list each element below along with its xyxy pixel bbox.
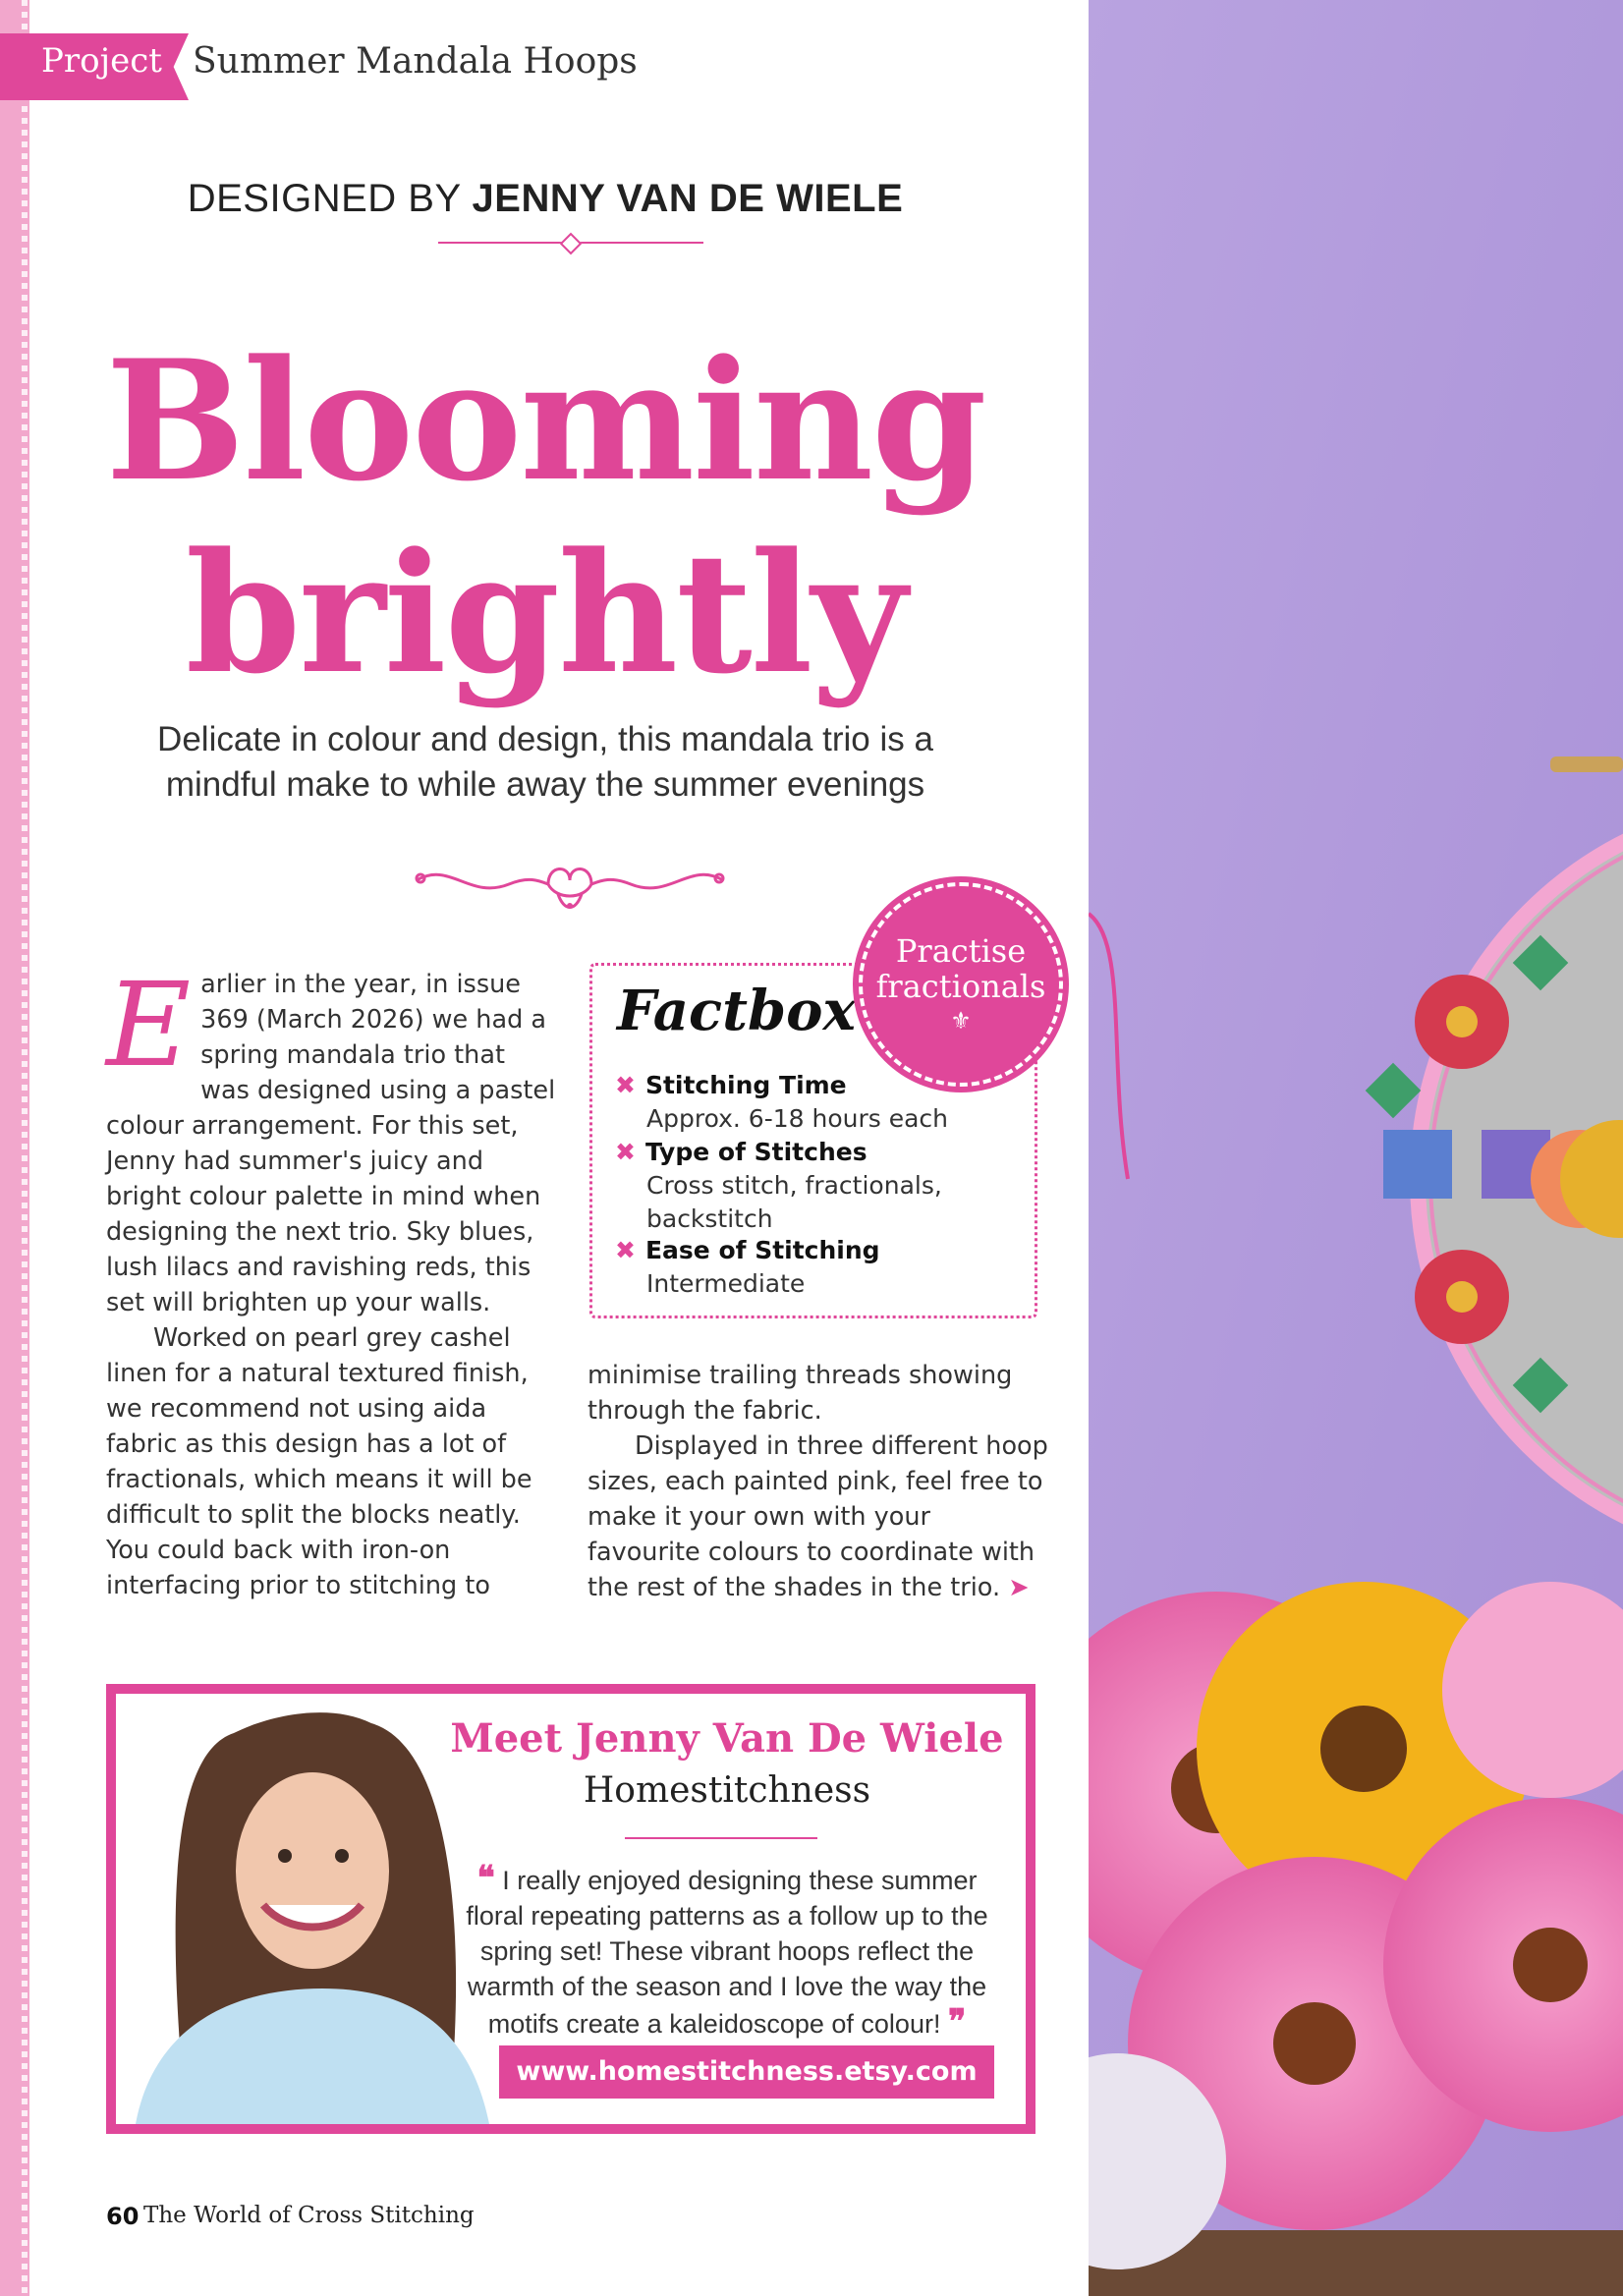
standfirst-line-2: mindful make to while away the summer evenings xyxy=(165,765,925,804)
title-line-2: brightly xyxy=(185,516,906,710)
designer-quote xyxy=(462,1861,992,2042)
open-quote-icon: ❝ xyxy=(476,1860,495,1897)
close-quote-icon: ❞ xyxy=(947,2003,967,2041)
factbox-item-value: Cross stitch, fractionals, xyxy=(646,1171,942,1200)
title-line-1: Blooming xyxy=(105,323,985,518)
badge-swirl-icon: ⚜ xyxy=(950,1007,972,1035)
factbox-item-label: Stitching Time xyxy=(644,1071,847,1099)
factbox-item-value: Approx. 6-18 hours each xyxy=(646,1104,948,1133)
badge-line-2: fractionals xyxy=(875,968,1046,1005)
cross-bullet-icon: ✖ xyxy=(615,1138,636,1166)
badge-line-1: Practise xyxy=(895,932,1027,970)
designer-shop-name: Homestitchness xyxy=(583,1770,871,1811)
standfirst-line-1: Delicate in colour and design, this mandala trio is a xyxy=(157,720,933,758)
hoop-and-flowers-photo xyxy=(1089,0,1623,2296)
factbox-item-type-of-stitches xyxy=(615,1136,1028,1236)
designer-quote-text: I really enjoyed designing these summer floral repeating patterns as a follow up to the spring set! These vibrant hoops reflect the warmth of the season and I love the way the motifs create a kaleidoscope of colour! xyxy=(466,1866,988,2039)
end-arrow-icon: ➤ xyxy=(1008,1573,1030,1602)
page-number: 60 xyxy=(106,2203,140,2230)
byline-designer: JENNY VAN DE WIELE xyxy=(472,177,904,220)
magazine-name: The World of Cross Stitching xyxy=(143,2203,475,2228)
body-column-2 xyxy=(588,1358,1049,1605)
factbox-item-ease-of-stitching xyxy=(615,1234,1028,1301)
profile-rule xyxy=(625,1837,817,1839)
cross-bullet-icon: ✖ xyxy=(615,1071,636,1099)
body-paragraph-2-col2: minimise trailing threads showing through the fabric. xyxy=(588,1361,1013,1426)
byline-prefix: DESIGNED BY xyxy=(187,177,461,220)
factbox-title: Factbox xyxy=(617,979,856,1043)
standfirst xyxy=(147,717,943,808)
factbox-item-label: Ease of Stitching xyxy=(644,1236,880,1264)
cross-bullet-icon: ✖ xyxy=(615,1236,636,1264)
factbox-item-value: backstitch xyxy=(646,1204,773,1233)
designer-shop-link[interactable]: www.homestitchness.etsy.com xyxy=(499,2045,994,2099)
designer-name: Meet Jenny Van De Wiele xyxy=(450,1715,1004,1762)
badge-text xyxy=(859,933,1063,1037)
factbox-item-value: Intermediate xyxy=(646,1269,806,1298)
section-tag-label: Project xyxy=(41,41,162,81)
body-paragraph-2-col1: Worked on pearl grey cashel linen for a natural textured finish, we recommend not using aida fabric as this design has a lot of fractionals, which means it will be difficult to split the blocks neatly. You could back with iron-on interfacing prior to stitching to xyxy=(106,1323,532,1600)
factbox-item-label: Type of Stitches xyxy=(644,1138,867,1166)
body-paragraph-3 xyxy=(588,1428,1049,1605)
body-paragraph-1-text: arlier in the year, in issue 369 (March 2026) we had a spring mandala trio that was designed using a pastel colour arrangement. For this set, Jenny had summer's juicy and bright colour palette in mind when designing the next trio. Sky blues, lush lilacs and ravishing reds, this set will brighten up your walls. xyxy=(106,970,556,1317)
flourish-ornament xyxy=(411,851,729,920)
body-column-1 xyxy=(106,957,560,1603)
byline xyxy=(0,177,1091,221)
byline-rule-diamond xyxy=(560,233,583,255)
drop-cap: E xyxy=(106,957,192,1092)
body-paragraph-1 xyxy=(106,957,560,1320)
page-title xyxy=(0,324,1091,709)
running-head: Summer Mandala Hoops xyxy=(193,41,638,82)
body-paragraph-3-text: Displayed in three different hoop sizes, each painted pink, feel free to make it your own with your favourite colours to coordinate with the rest of the shades in the trio. xyxy=(588,1431,1048,1602)
